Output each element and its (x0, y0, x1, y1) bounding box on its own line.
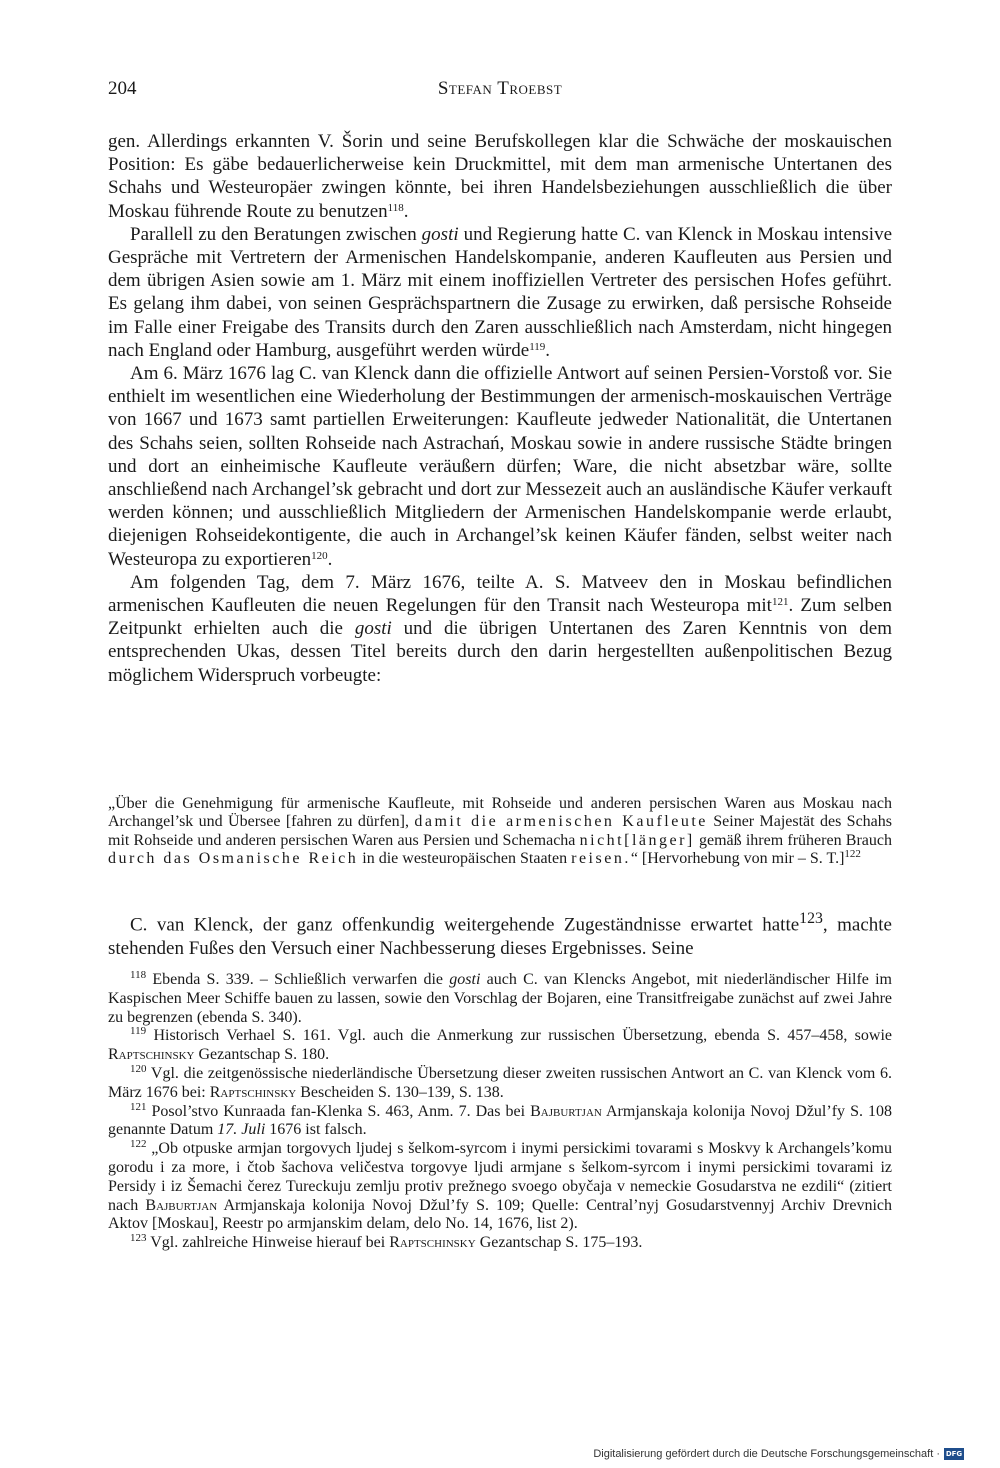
block-quote: „Über die Genehmigung für armenische Kaufleute, mit Rohseide und anderen persischen Waren aus Moskau nach Archangel’sk und Übersee [fahren zu dürfen], damit die armenischen Kaufleute Seiner Majestät des Schahs mit Rohseide und anderen persischen Waren aus Persien und Schemacha nicht[länger] gemäß ihrem früheren Brauch durch das Osmanische Reich in die westeuropäischen Staaten reisen.“ [Hervorhebung von mir – S. T.]$^{122}$ (108, 795, 893, 868)
running-head: Stefan Troebst (437, 78, 563, 99)
paragraph: C. van Klenck, der ganz offenkundig weitergehende Zugeständnisse erwartet hatte$^{123}$, machte stehenden Fußes den Versuch einer Nachbesserung dieses Ergebnisses. Seine (108, 910, 892, 959)
footnote: $^{122}$ „Ob otpuske armjan torgovych ljudej s šelkom-syrcom i inymi persickimi tovarami s Moskvy k Archangels’komu gorodu i za more, i čtob šachova veličestva torgovye ljudi armjane s šelkom-syrcom i inymi persickimi tovarami iz Persidy i iz Šemachi čerez Tureckuju zemlju protiv prežnego svoego obyčaja v nemeckie Gosudarstva ne ezdili“ (zitiert nach Bajburtjan Armjanskaja kolonija Novoj Džul’fy S. 109; Quelle: Central’nyj Gosudarstvennyj Archiv Drevnich Aktov [Moskau], Reestr po armjanskim delam, delo No. 14, 1676, list 2). (108, 1138, 893, 1233)
footnote-ref: 120 (311, 549, 328, 562)
spaced-emphasis: nicht[länger] (579, 831, 695, 849)
spaced-emphasis: damit die armenischen Kaufleute (414, 813, 708, 831)
footnotes (108, 968, 893, 1253)
spaced-emphasis: reisen. (571, 850, 631, 868)
footnote: $^{118}$ Ebenda S. 339. – Schließlich verwarfen die gosti auch C. van Klencks Angebot, mit niederländischer Hilfe im Kaspischen Meer Schiffe bauen zu lassen, sowie den Vorschlag der Bojaren, eine Transitfreigabe zunächst auf zwei Jahre zu begrenzen (ebenda S. 340). (108, 968, 893, 1026)
credit-text: Digitalisierung gefördert durch die Deutsche Forschungsgemeinschaft · (593, 1448, 940, 1460)
paragraph: Parallell zu den Beratungen zwischen gosti und Regierung hatte C. van Klenck in Moskau intensive Gespräche mit Vertretern der Armenischen Handelskompanie, anderen Kaufleuten aus Persien und dem übrigen Asien sowie am 1. März mit einem inoffiziellen Vertreter des persischen Hofes geführt. Es gelang ihm dabei, von seinen Gesprächspartnern die Zusage zu erwirken, daß persische Rohseide im Falle einer Freigabe des Transits durch den Zaren ausschließlich nach Amsterdam, nicht hingegen nach England oder Hamburg, ausgeführt werden würde$^{119}$. (108, 223, 893, 361)
main-text (108, 130, 892, 687)
footnote: $^{119}$ Historisch Verhael S. 161. Vgl. auch die Anmerkung zur russischen Übersetzung, ebenda S. 457–458, sowie Raptschinsky Gezantschap S. 180. (108, 1025, 892, 1064)
paragraph: gen. Allerdings erkannten V. Šorin und seine Berufskollegen klar die Schwäche der moskauischen Position: Es gäbe bedauerlicherweise kein Druckmittel, mit dem man armenische Untertanen des Schahs und Westeuropäer zwingen könnte, bei ihren Handelsbeziehungen ausschließlich die über Moskau führende Route zu benutzen$^{118}$. (108, 131, 892, 222)
footnote-ref: 119 (529, 340, 546, 353)
footnote: $^{123}$ Vgl. zahlreiche Hinweise hierauf bei Raptschinsky Gezantschap S. 175–193. (130, 1232, 643, 1252)
footnote: $^{121}$ Posol’stvo Kunraada fan-Klenka S. 463, Anm. 7. Das bei Bajburtjan Armjanskaja kolonija Novoj Džul’fy S. 108 genannte Datum 17. Juli 1676 ist falsch. (108, 1100, 892, 1139)
footnote: $^{120}$ Vgl. die zeitgenössische niederländische Übersetzung dieser zweiten russischen Antwort an C. van Klenck vom 6. März 1676 bei: Raptschinsky Bescheiden S. 130–139, S. 138. (108, 1062, 892, 1101)
page-number: 204 (108, 78, 137, 99)
emphasis: gosti (421, 223, 459, 245)
digitization-credit (593, 1448, 964, 1460)
paragraph: Am folgenden Tag, dem 7. März 1676, teilte A. S. Matveev den in Moskau befindlichen armenischen Kaufleuten die neuen Regelungen für den Transit nach Westeuropa mit$^{121}$. Zum selben Zeitpunkt erhielten auch die gosti und die übrigen Untertanen des Zaren Kenntnis von dem entsprechenden Ukas, dessen Titel bereits durch den darin hergestellten außenpolitischen Bezug möglichem Widerspruch vorbeugte: (108, 571, 892, 686)
footnote-ref: 123 (799, 910, 823, 927)
footnote-ref: 121 (771, 596, 789, 609)
footnote-ref: 118 (387, 201, 404, 214)
emphasis: gosti (354, 618, 392, 640)
paragraph: Am 6. März 1676 lag C. van Klenck dann die offizielle Antwort auf seinen Persien-Vorstoß vor. Sie enthielt im wesentlichen eine Wiederholung der Bestimmungen der armenisch-moskauischen Verträge von 1667 und 1673 samt partiellen Erweiterungen: Kaufleute jedweder Nationalität, die Untertanen des Schahs seien, sollten Rohseide nach Astrachań, Moskau sowie in andere russische Städte bringen und dort an einheimische Kaufleute veräußern dürfen; Ware, die nicht absetzbar wäre, sollte anschließend nach Archangel’sk gebracht und dort zur Messezeit auch an ausländische Käufer verkauft werden können; und ausschließlich Mitgliedern der Armenischen Handelskompanie werde erlaubt, diejenigen Rohseidekontigente, die auch in Archangel’sk keinen Käufer fänden, selbst weiter nach Westeuropa zu exportieren$^{120}$. (108, 363, 892, 570)
footnote-ref: 122 (844, 848, 861, 861)
spaced-emphasis: durch das Osmanische Reich (108, 850, 359, 868)
dfg-logo-icon: DFG (945, 1450, 963, 1458)
main-text-continued (108, 907, 892, 960)
